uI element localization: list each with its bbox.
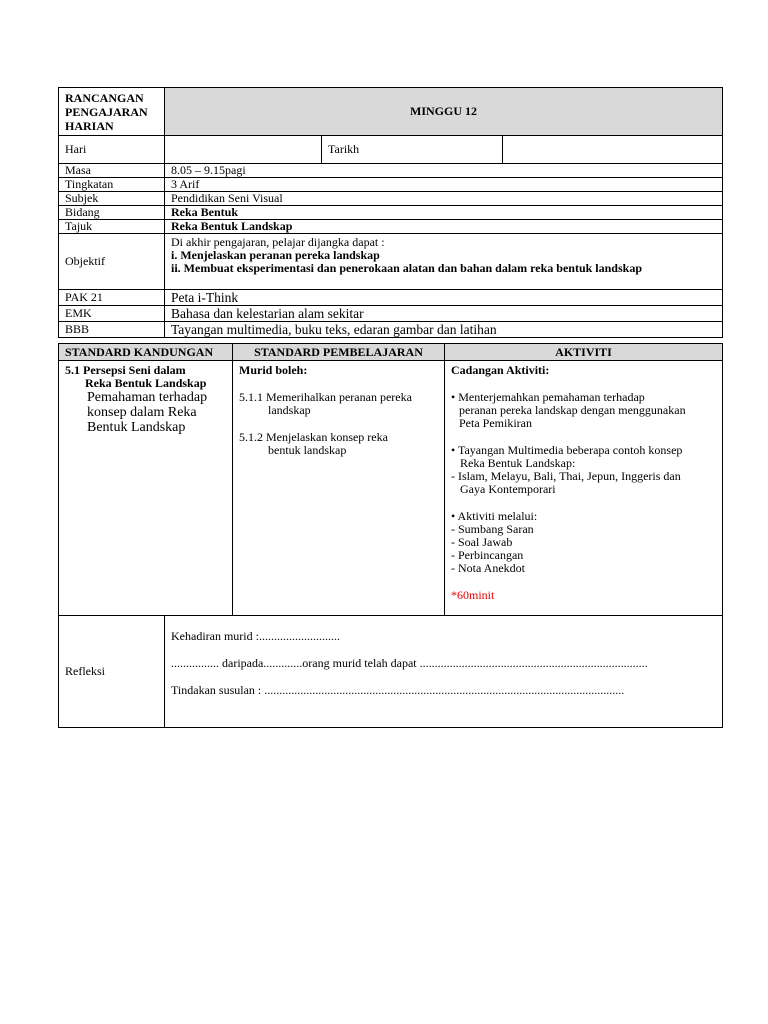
aktiviti-item: - Islam, Melayu, Bali, Thai, Jepun, Inggeris dan (451, 469, 681, 483)
hari-value (165, 136, 322, 164)
tindakan-susulan-line: Tindakan susulan : ........................................................................................................................ (171, 683, 625, 697)
objektif-item: ii. Membuat eksperimentasi dan penerokaan alatan dan bahan dalam reka bentuk landskap (171, 261, 642, 275)
pembelajaran-heading: Murid boleh: (239, 363, 308, 377)
refleksi-table (58, 615, 723, 728)
pembelajaran-item: landskap (268, 403, 311, 417)
standards-table (58, 343, 723, 616)
pembelajaran-item: 5.1.1 Memerihalkan peranan pereka (239, 390, 412, 404)
plan-title-line: HARIAN (65, 119, 114, 133)
aktiviti-item: - Nota Anekdot (451, 561, 525, 575)
subjek-label: Subjek (59, 192, 165, 206)
masa-label: Masa (59, 164, 165, 178)
bbb-label: BBB (59, 322, 165, 338)
aktiviti-item: • Tayangan Multimedia beberapa contoh konsep (451, 443, 683, 457)
tajuk-label: Tajuk (59, 220, 165, 234)
aktiviti-item: - Sumbang Saran (451, 522, 534, 536)
standard-kandungan-header: STANDARD KANDUNGAN (59, 344, 233, 361)
aktiviti-item: - Perbincangan (451, 548, 524, 562)
week-label: MINGGU 12 (165, 88, 723, 136)
tarikh-value (503, 136, 723, 164)
aktiviti-item: Gaya Kontemporari (460, 482, 556, 496)
kandungan-text: Pemahaman terhadap (87, 390, 208, 405)
kandungan-text: 5.1 Persepsi Seni dalam (65, 363, 186, 377)
aktiviti-item: • Menterjemahkan pemahaman terhadap (451, 390, 645, 404)
objektif-intro: Di akhir pengajaran, pelajar dijangka dapat : (171, 235, 385, 249)
aktiviti-item: peranan pereka landskap dengan menggunakan (459, 403, 686, 417)
standard-kandungan-cell (59, 361, 233, 616)
standard-pembelajaran-cell (233, 361, 445, 616)
tingkatan-value: 3 Arif (165, 178, 723, 192)
pencapaian-line: ................ daripada.............orang murid telah dapat ............................................................................ (171, 656, 648, 670)
lesson-info-table (58, 87, 723, 338)
aktiviti-cell (445, 361, 723, 616)
tajuk-value: Reka Bentuk Landskap (165, 220, 723, 234)
hari-label: Hari (59, 136, 165, 164)
aktiviti-item: Reka Bentuk Landskap: (460, 456, 576, 470)
tingkatan-label: Tingkatan (59, 178, 165, 192)
objektif-label: Objektif (59, 234, 165, 290)
aktiviti-item: Peta Pemikiran (459, 416, 532, 430)
bbb-value: Tayangan multimedia, buku teks, edaran gambar dan latihan (165, 322, 723, 338)
aktiviti-item: • Aktiviti melalui: (451, 509, 538, 523)
tarikh-label: Tarikh (322, 136, 503, 164)
plan-title (59, 88, 165, 136)
kandungan-text: Reka Bentuk Landskap (85, 376, 207, 390)
aktiviti-heading: Cadangan Aktiviti: (451, 363, 550, 377)
pak21-value: Peta i-Think (165, 290, 723, 306)
duration-note: *60minit (451, 588, 495, 602)
refleksi-content (165, 616, 723, 728)
kandungan-text: konsep dalam Reka (87, 405, 197, 420)
masa-value: 8.05 – 9.15pagi (165, 164, 723, 178)
objektif-value (165, 234, 723, 290)
bidang-label: Bidang (59, 206, 165, 220)
kehadiran-line: Kehadiran murid :........................... (171, 629, 340, 643)
emk-label: EMK (59, 306, 165, 322)
emk-value: Bahasa dan kelestarian alam sekitar (165, 306, 723, 322)
plan-title-line: PENGAJARAN (65, 105, 148, 119)
kandungan-text: Bentuk Landskap (87, 420, 186, 435)
aktiviti-item: - Soal Jawab (451, 535, 513, 549)
bidang-value: Reka Bentuk (165, 206, 723, 220)
pembelajaran-item: bentuk landskap (268, 443, 347, 457)
pembelajaran-item: 5.1.2 Menjelaskan konsep reka (239, 430, 388, 444)
aktiviti-header: AKTIVITI (445, 344, 723, 361)
pak21-label: PAK 21 (59, 290, 165, 306)
objektif-item: i. Menjelaskan peranan pereka landskap (171, 248, 380, 262)
plan-title-line: RANCANGAN (65, 91, 144, 105)
standard-pembelajaran-header: STANDARD PEMBELAJARAN (233, 344, 445, 361)
refleksi-label: Refleksi (59, 616, 165, 728)
subjek-value: Pendidikan Seni Visual (165, 192, 723, 206)
